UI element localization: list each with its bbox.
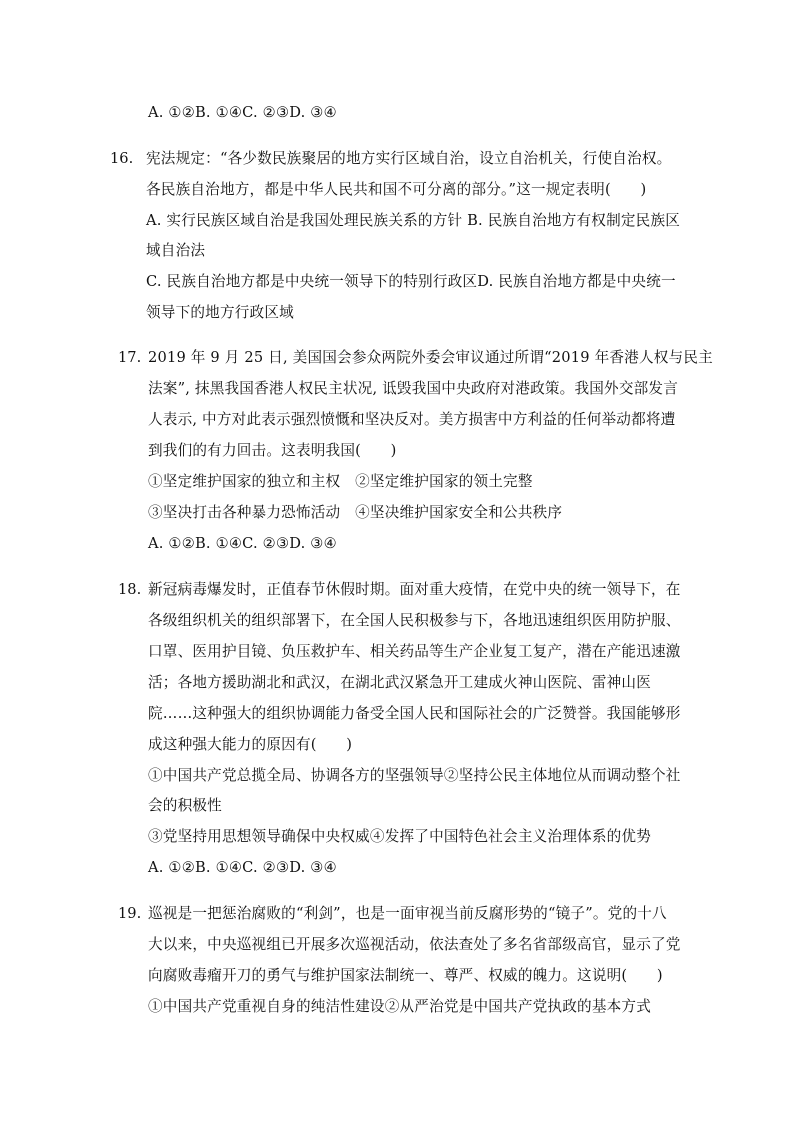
question-18-line: 新冠病毒爆发时，正值春节休假时期。面对重大疫情，在党中央的统一领导下，在 <box>148 581 681 598</box>
q15-options: A. ①②B. ①④C. ②③D. ③④ <box>148 104 337 121</box>
question-18-line: 活；各地方援助湖北和武汉，在湖北武汉紧急开工建成火神山医院、雷神山医 <box>148 674 651 691</box>
question-16-line: 域自治法 <box>146 242 206 259</box>
question-17-line: 人表示, 中方对此表示强烈愤慨和坚决反对。美方损害中方利益的任何举动都将遭 <box>148 411 676 428</box>
question-18-line: 成这种强大能力的原因有( ) <box>148 736 353 753</box>
question-19-line: ①中国共产党重视自身的纯洁性建设②从严治党是中国共产党执政的基本方式 <box>148 998 651 1015</box>
question-16-line: A. 实行民族区域自治是我国处理民族关系的方针 B. 民族自治地方有权制定民族区 <box>146 212 681 229</box>
question-16-line: C. 民族自治地方都是中央统一领导下的特别行政区D. 民族自治地方都是中央统一 <box>146 273 676 290</box>
question-17-line: ①坚定维护国家的独立和主权 ②坚定维护国家的领土完整 <box>148 473 533 490</box>
question-17-line: 到我们的有力回击。这表明我国( ) <box>148 442 397 459</box>
question-18-line: ①中国共产党总揽全局、协调各方的坚强领导②坚持公民主体地位从而调动整个社 <box>148 767 681 784</box>
question-18-line: 口罩、医用护目镜、负压救护车、相关药品等生产企业复工复产，潜在产能迅速激 <box>148 643 681 660</box>
question-19-line: 向腐败毒瘤开刀的勇气与维护国家法制统一、尊严、权威的魄力。这说明( ) <box>148 967 663 984</box>
question-17-options: A. ①②B. ①④C. ②③D. ③④ <box>148 535 337 552</box>
question-18-line: 会的积极性 <box>148 797 222 814</box>
question-19-line: 大以来，中央巡视组已开展多次巡视活动，依法查处了多名省部级高官，显示了党 <box>148 936 681 953</box>
question-18-options: A. ①②B. ①④C. ②③D. ③④ <box>148 859 337 876</box>
question-19-line: 巡视是一把惩治腐败的“利剑”，也是一面审视当前反腐形势的“镜子”。党的十八 <box>148 905 667 922</box>
question-16-line: 各民族自治地方，都是中华人民共和国不可分离的部分。”这一规定表明( ) <box>146 181 647 198</box>
question-16-number: 16. <box>110 150 134 167</box>
question-18-number: 18. <box>118 581 142 598</box>
question-17-number: 17. <box>118 349 142 366</box>
question-16-line: 宪法规定：“各少数民族聚居的地方实行区域自治，设立自治机关，行使自治权。 <box>146 150 672 167</box>
question-16-line: 领导下的地方行政区域 <box>146 304 294 321</box>
question-18-line: ③党坚持用思想领导确保中央权威④发挥了中国特色社会主义治理体系的优势 <box>148 828 651 845</box>
question-19-number: 19. <box>118 905 142 922</box>
question-18-line: 各级组织机关的组织部署下，在全国人民积极参与下，各地迅速组织医用防护服、 <box>148 612 681 629</box>
question-17-line: 2019 年 9 月 25 日, 美国国会参众两院外委会审议通过所谓“2019 年香港人权与民主 <box>148 349 713 366</box>
question-17-line: 法案”, 抹黑我国香港人权民主状况, 诋毁我国中央政府对港政策。我国外交部发言 <box>148 380 679 397</box>
question-17-line: ③坚决打击各种暴力恐怖活动 ④坚决维护国家安全和公共秩序 <box>148 504 563 521</box>
question-18-line: 院……这种强大的组织协调能力备受全国人民和国际社会的广泛赞誉。我国能够形 <box>148 705 681 722</box>
